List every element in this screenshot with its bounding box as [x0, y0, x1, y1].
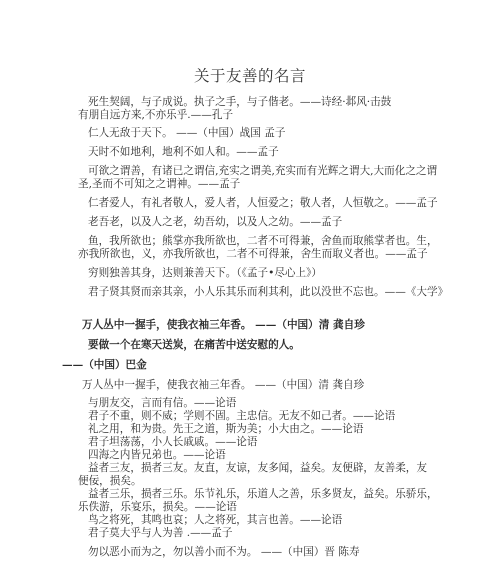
quote-line: 乐佚游，乐宴乐，损矣。——论语 — [78, 501, 237, 513]
quote-line: 便佞，损矣。 — [78, 475, 142, 487]
quote-line: 圣,圣而不可知之之谓神。——孟子 — [78, 178, 241, 190]
quote-line: 礼之用，和为贵。先王之道，斯为美；小大由之。——论语 — [88, 423, 364, 435]
quote-line: 君子不重，则不威；学则不固。主忠信。无友不如己者。——论语 — [88, 410, 396, 422]
quote-line: 君子贤其贤而亲其亲，小人乐其乐而利其利，此以没世不忘也。——《大学》 — [88, 286, 449, 298]
quote-line: 鱼，我所欲也；熊掌亦我所欲也，二者不可得兼，舍鱼而取熊掌者也。生， — [88, 235, 438, 247]
quote-line: 有朋自远方来,不亦乐乎.——孔子 — [78, 109, 234, 121]
quote-line: 万人丛中一握手，使我衣袖三年香。 ——（中国）清 龚自珍 — [82, 379, 365, 391]
quote-line: 亦我所欲也，义，亦我所欲也，二者不可得兼，舍生而取义者也。——孟子 — [78, 248, 428, 260]
quote-line: 死生契阔，与子成说。执子之手，与子偕老。——诗经·邶风·击鼓 — [88, 96, 392, 108]
quote-line: 要做一个在寒天送炭，在痛苦中送安慰的人。 — [88, 339, 300, 351]
quote-line: 与朋友交，言而有信。——论语 — [88, 397, 237, 409]
quote-line: 君子莫大乎与人为善 .——孟子 — [88, 527, 233, 539]
quote-line: 四海之内皆兄弟也。——论语 — [88, 449, 226, 461]
quote-line: 仁人无敌于天下。 ——（中国）战国 孟子 — [88, 127, 286, 139]
quote-line: 益者三乐，损者三乐。乐节礼乐，乐道人之善，乐多贤友，益矣。乐骄乐， — [88, 488, 438, 500]
quote-line: 君子坦荡荡，小人长戚戚。——论语 — [88, 436, 258, 448]
quote-line: 穷则独善其身，达则兼善天下。（《孟子•尽心上》） — [88, 267, 323, 279]
quote-line: ——（中国）巴金 — [62, 359, 147, 371]
document-title: 关于友善的名言 — [193, 67, 306, 85]
quote-line: 仁者爱人，有礼者敬人，爱人者，人恒爱之；敬人者，人恒敬之。——孟子 — [88, 197, 438, 209]
quote-line: 天时不如地利，地利不如人和。——孟子 — [88, 146, 279, 158]
quote-line: 老吾老，以及人之老，幼吾幼，以及人之幼。——孟子 — [88, 216, 343, 228]
quote-line: 益者三友，损者三友。友直，友谅，友多闻，益矣。友便辟，友善柔，友 — [88, 462, 427, 474]
quote-line: 勿以恶小而为之，勿以善小而不为。 ——（中国）晋 陈寿 — [88, 546, 360, 558]
quote-line: 万人丛中一握手，使我衣袖三年香。 ——（中国）清 龚自珍 — [82, 319, 365, 331]
quote-line: 可欲之谓善，有诸已之谓信,充实之谓美,充实而有光辉之谓大,大而化之之谓 — [88, 165, 438, 177]
quote-line: 鸟之将死，其鸣也哀；人之将死，其言也善。——论语 — [88, 514, 343, 526]
